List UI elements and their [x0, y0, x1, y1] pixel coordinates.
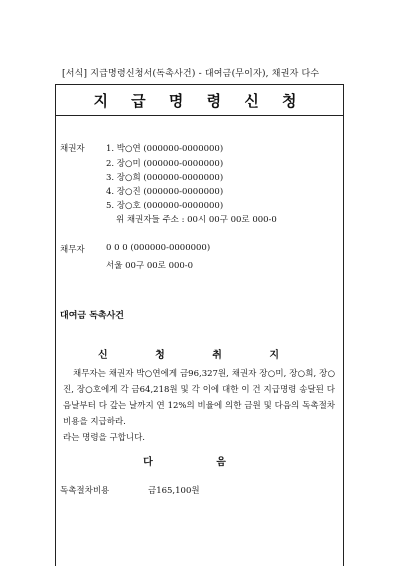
- purpose-body: 채무자는 채권자 박○연에게 금96,327원, 채권자 장○미, 장○희, 장○진, 장○호에게 각 금64,218원 및 각 이에 대한 이 건 지급명령 송달된 다음날부터 다 갚는 날까지 연 12%의 비율에 의한 금원 및 다음의 독촉절차 비용을 지급하라.: [63, 369, 335, 427]
- debtor-label: 채무자: [60, 245, 85, 255]
- purpose-heading: 신 청 취 지: [97, 350, 302, 361]
- case-name: 대여금 독촉사건: [60, 311, 124, 321]
- document-frame: [55, 84, 344, 566]
- details-heading: 다 음: [143, 457, 256, 468]
- debtor-address: 서울 00구 00로 000-0: [106, 261, 194, 271]
- creditor-item: 3. 장○희 (000000-0000000): [106, 173, 224, 183]
- cost-label: 독촉절차비용: [60, 486, 110, 496]
- creditor-item: 2. 장○미 (000000-0000000): [106, 159, 224, 169]
- cost-value: 금165,100원: [148, 486, 200, 496]
- creditor-address: 위 채권자들 주소 : 00시 00구 00로 000-0: [116, 215, 277, 225]
- form-caption: [서식] 지급명령신청서(독촉사건) - 대여금(무이자), 채권자 다수: [62, 69, 320, 79]
- creditor-label: 채권자: [60, 144, 85, 154]
- document-title: 지 급 명 령 신 청: [93, 91, 306, 110]
- purpose-closing: 라는 명령을 구합니다.: [63, 433, 146, 443]
- creditor-item: 5. 장○호 (000000-0000000): [106, 201, 224, 211]
- creditor-item: 4. 장○진 (000000-0000000): [106, 187, 224, 197]
- creditor-item: 1. 박○연 (000000-0000000): [106, 144, 224, 154]
- debtor-name: 0 0 0 (000000-0000000): [106, 243, 211, 253]
- purpose-paragraph: [63, 366, 335, 446]
- title-row: [56, 85, 343, 116]
